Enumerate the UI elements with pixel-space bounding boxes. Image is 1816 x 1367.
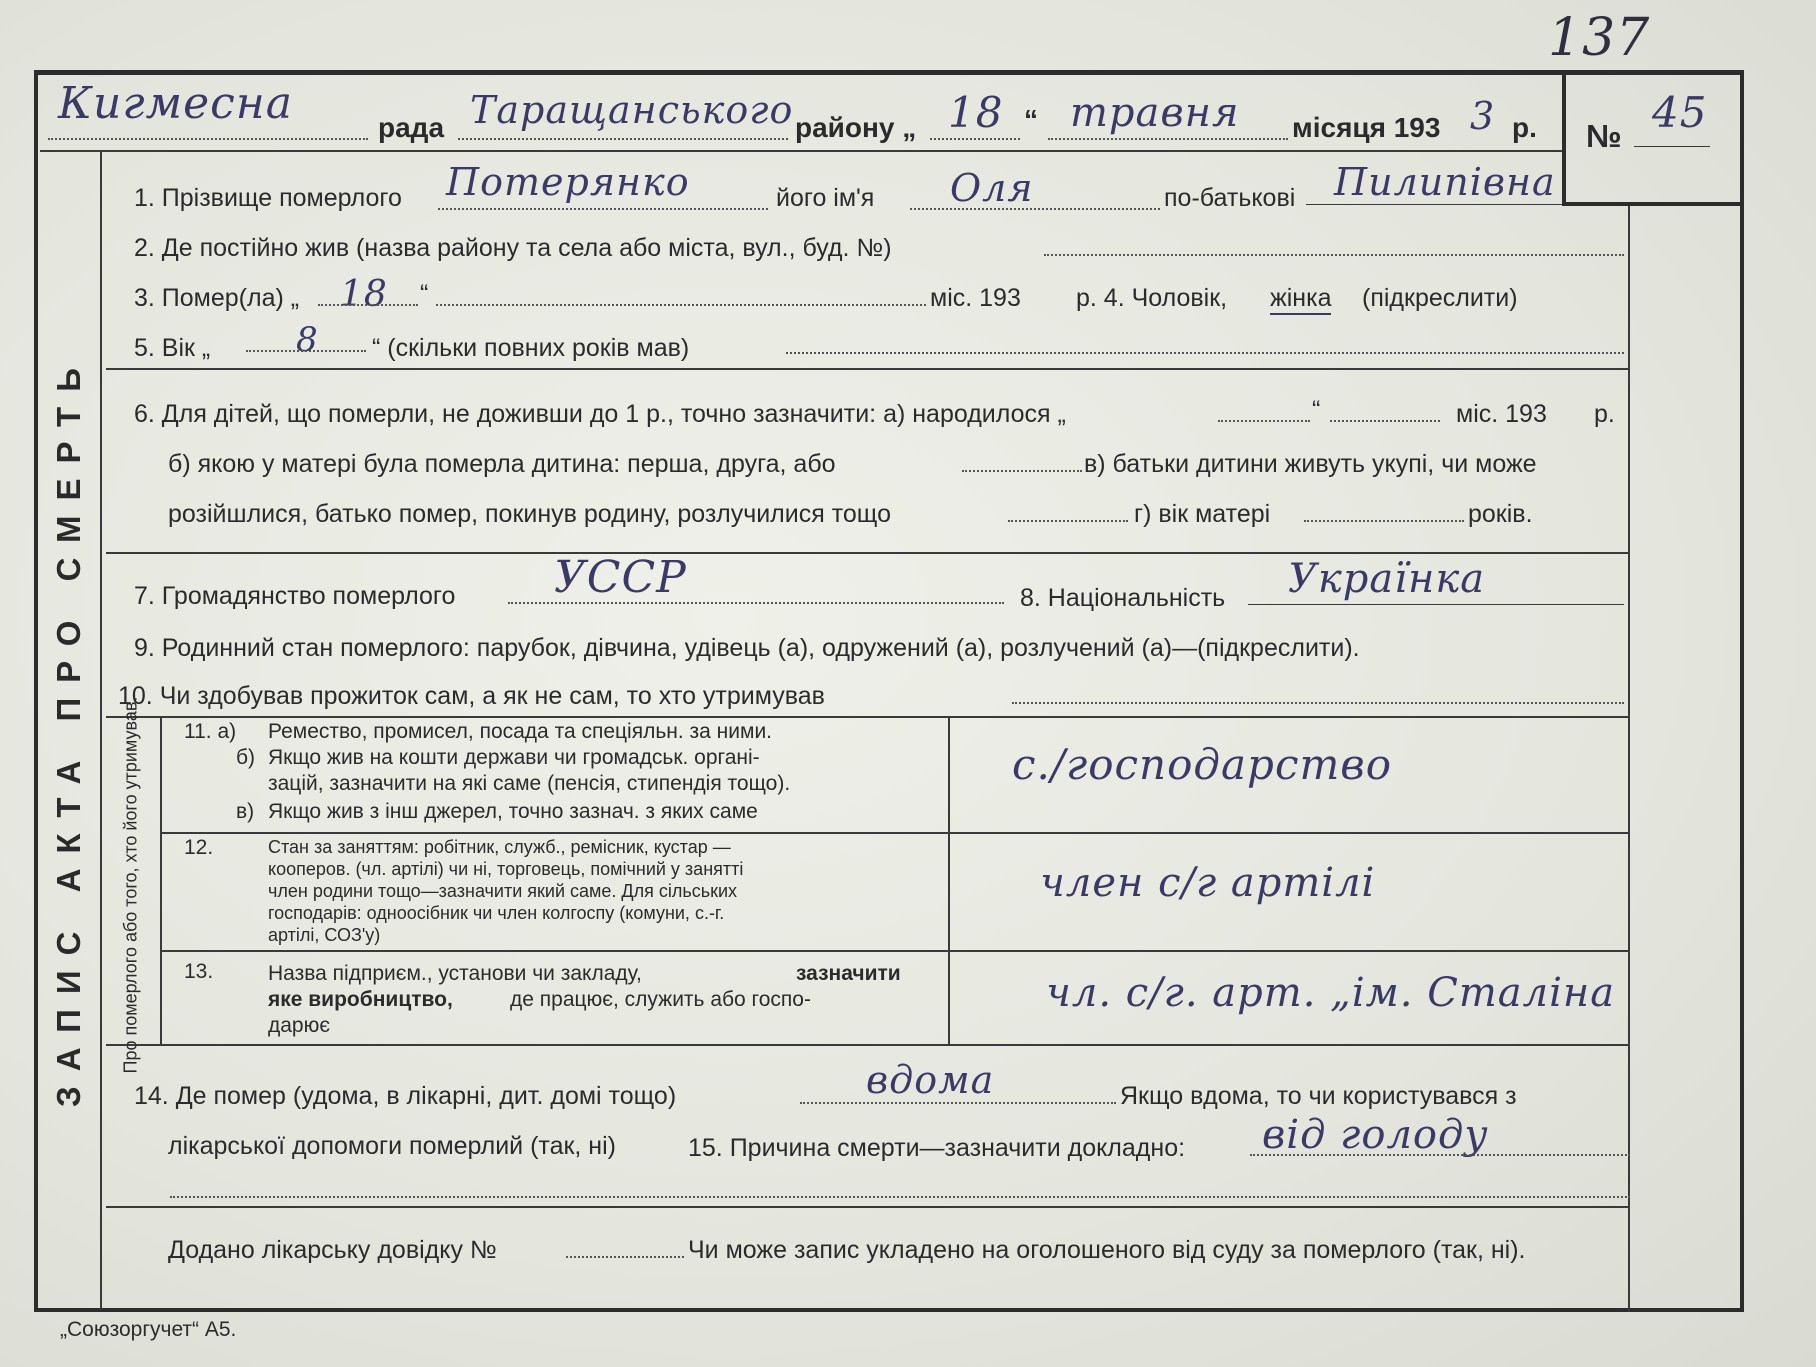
field-13-l2b: де працює, служить або госпо- <box>510 988 811 1011</box>
field-4-zhinka: жінка <box>1270 284 1331 315</box>
occupation-left-divider <box>160 716 162 1044</box>
patronymic-line <box>1306 204 1562 205</box>
month-handwritten: травня <box>1070 90 1240 136</box>
field-10-line <box>1012 702 1624 704</box>
rada-label: рада <box>378 112 445 143</box>
occupation-mid-divider <box>948 716 950 1044</box>
field-12-value: член с/г артілі <box>1040 860 1376 906</box>
field-4-hint: (підкреслити) <box>1362 284 1518 312</box>
field-11-b-num: б) <box>236 746 256 769</box>
rayonu-label: району „ <box>795 112 917 143</box>
year-r-label: р. <box>1512 112 1537 143</box>
field-3-mid: “ <box>420 280 429 308</box>
mother-age-line <box>1304 520 1464 522</box>
field-15-line <box>1250 1154 1630 1156</box>
field-5-rest: “ (скільки повних років мав) <box>372 334 690 362</box>
field-11-value: с./господарство <box>1012 740 1393 789</box>
footer-court: Чи може запис укладено на оголошеного від суду за померлого (так, ні). <box>688 1236 1526 1264</box>
right-column-divider <box>1628 206 1630 1312</box>
field-2-label: 2. Де постійно жив (назва району та села або міста, вул., буд. №) <box>134 234 892 262</box>
field-6-line-1a: 6. Для дітей, що померли, не доживши до 1 р., точно зазначити: а) народилося „ <box>134 400 1066 428</box>
field-5-age: 8 <box>296 320 319 360</box>
field-10-label: 10. Чи здобував прожиток сам, а як не сам, то хто утримував <box>118 682 825 710</box>
rule-after-15 <box>106 1206 1628 1208</box>
field-7-line <box>508 602 1004 604</box>
field-7-value: УССР <box>554 552 687 603</box>
field-9-label: 9. Родинний стан померлого: парубок, дівчина, удівець (а), одружений (а), розлучений (а)—(підкреслити). <box>134 634 1360 662</box>
day-handwritten: 18 <box>948 88 1004 137</box>
field-3-rest: р. 4. Чоловік, <box>1076 284 1228 312</box>
field-13-l1b: зазначити <box>796 962 901 985</box>
field-8-line <box>1248 604 1624 605</box>
field-5-line <box>786 352 1624 354</box>
year-handwritten: 3 <box>1470 94 1496 138</box>
field-8-value: Українка <box>1288 556 1486 602</box>
field-12-l4: господарів: одноосібник чи член колгоспу (комуни, с.-г. <box>268 903 725 923</box>
month-line <box>1048 138 1288 140</box>
field-12-l2: кооперов. (чл. артілі) чи ні, торговець, помічний у занятті <box>268 859 744 879</box>
field-6-line-3c: років. <box>1468 500 1533 528</box>
age-line <box>246 350 366 352</box>
field-1-name-label: його ім'я <box>776 184 875 212</box>
birth-order-line <box>962 470 1082 472</box>
number-handwritten: 45 <box>1652 88 1708 137</box>
field-6-line-3a: розійшлися, батько помер, покинув родину, розлучилися тощо <box>168 500 891 528</box>
field-12-l5: артілі, СОЗ'у) <box>268 925 381 945</box>
misyatsya-label: місяця 193 <box>1292 112 1441 143</box>
district-handwritten: Таращанського <box>470 88 794 132</box>
field-11-c-num: в) <box>236 800 255 823</box>
parents-line <box>1008 520 1128 522</box>
rule-after-6 <box>106 552 1628 554</box>
field-13-l3: дарює <box>268 1014 331 1037</box>
quote-mark: “ <box>1024 104 1038 135</box>
rule-after-12 <box>160 950 1628 952</box>
field-6-line-1d: р. <box>1594 400 1615 428</box>
field-14-line-2: лікарської допомоги померлий (так, ні) <box>168 1132 616 1160</box>
birth-day-line <box>1218 420 1310 422</box>
field-14-rest: Якщо вдома, то чи користувався з <box>1120 1082 1517 1110</box>
field-15-extra-line <box>170 1196 1630 1198</box>
field-2-line <box>1044 254 1624 256</box>
header-rule <box>40 150 1562 152</box>
certificate-line <box>566 1256 684 1258</box>
field-6-line-2a: б) якою у матері була померла дитина: перша, друга, або <box>168 450 836 478</box>
field-1-patronymic: Пилипівна <box>1334 160 1556 204</box>
field-3-day: 18 <box>340 274 388 315</box>
field-11-c: Якщо жив з інш джерел, точно зазнач. з яких саме <box>268 800 758 823</box>
field-14-place: вдома <box>866 1058 995 1102</box>
field-1-name: Оля <box>950 166 1034 210</box>
field-13-num: 13. <box>184 960 214 983</box>
folio-number: 137 <box>1548 8 1651 68</box>
field-6-line-2b: в) батьки дитини живуть укупі, чи може <box>1084 450 1537 478</box>
sidebar-title: ЗАПИС АКТА ПРО СМЕРТЬ <box>50 353 87 1107</box>
printer-imprint: „Союзоргучет“ А5. <box>60 1318 237 1341</box>
field-14-label: 14. Де помер (удома, в лікарні, дит. домі тощо) <box>134 1082 677 1110</box>
field-15-label: 15. Причина смерти—зазначити докладно: <box>688 1134 1186 1162</box>
rule-after-10 <box>106 716 1628 718</box>
field-1-surname: Потерянко <box>446 160 690 204</box>
day-line <box>930 138 1020 140</box>
field-13-l2a: яке виробництво, <box>268 988 453 1011</box>
field-11-b1: Якщо жив на кошти держави чи громадськ. органі- <box>268 746 760 769</box>
rule-after-13 <box>106 1044 1628 1046</box>
field-7-label: 7. Громадянство померлого <box>134 582 456 610</box>
field-1-patronymic-label: по-батькові <box>1164 184 1296 212</box>
field-1-label: 1. Прізвище померлого <box>134 184 402 212</box>
field-12-l1: Стан за заняттям: робітник, служб., ремісник, кустар — <box>268 837 731 857</box>
death-month-line <box>436 304 926 306</box>
birth-month-line <box>1330 420 1440 422</box>
field-6-line-1b: “ <box>1312 396 1321 424</box>
surname-line <box>438 208 768 210</box>
footer-certificate: Додано лікарську довідку № <box>168 1236 497 1264</box>
field-13-value: чл. с/г. арт. „ім. Сталіна <box>1046 970 1616 1016</box>
field-6-line-1c: міс. 193 <box>1456 400 1547 428</box>
field-12-l3: член родини тощо—зазначити який саме. Для сільських <box>268 881 738 901</box>
field-3-label: 3. Помер(ла) „ <box>134 284 300 312</box>
field-11-b2: зацій, зазначити на які саме (пенсія, стипендія тощо). <box>268 772 791 795</box>
number-label: № <box>1586 118 1622 154</box>
field-8-label: 8. Національність <box>1020 584 1226 612</box>
district-line <box>458 138 788 140</box>
field-14-line <box>800 1102 1116 1104</box>
council-handwritten: Кигмесна <box>58 78 294 129</box>
death-day-line <box>318 304 418 306</box>
field-5-label: 5. Вік „ <box>134 334 211 362</box>
field-15-value: від голоду <box>1262 1112 1489 1158</box>
number-line <box>1634 146 1710 147</box>
rule-after-11 <box>160 832 1628 834</box>
field-13-l1a: Назва підприєм., установи чи закладу, <box>268 962 642 985</box>
field-12-num: 12. <box>184 836 214 859</box>
field-11-a: Ремество, промисел, посада та спеціяльн. за ними. <box>268 720 773 743</box>
field-6-line-3b: г) вік матері <box>1134 500 1271 528</box>
field-11-num: 11. а) <box>184 720 237 743</box>
occupation-side-note: Про померлого або того, хто його утримував. <box>120 696 141 1074</box>
rule-after-5 <box>106 368 1628 370</box>
council-line <box>48 138 368 140</box>
field-3-mis: міс. 193 <box>930 284 1021 312</box>
name-line <box>910 208 1160 210</box>
